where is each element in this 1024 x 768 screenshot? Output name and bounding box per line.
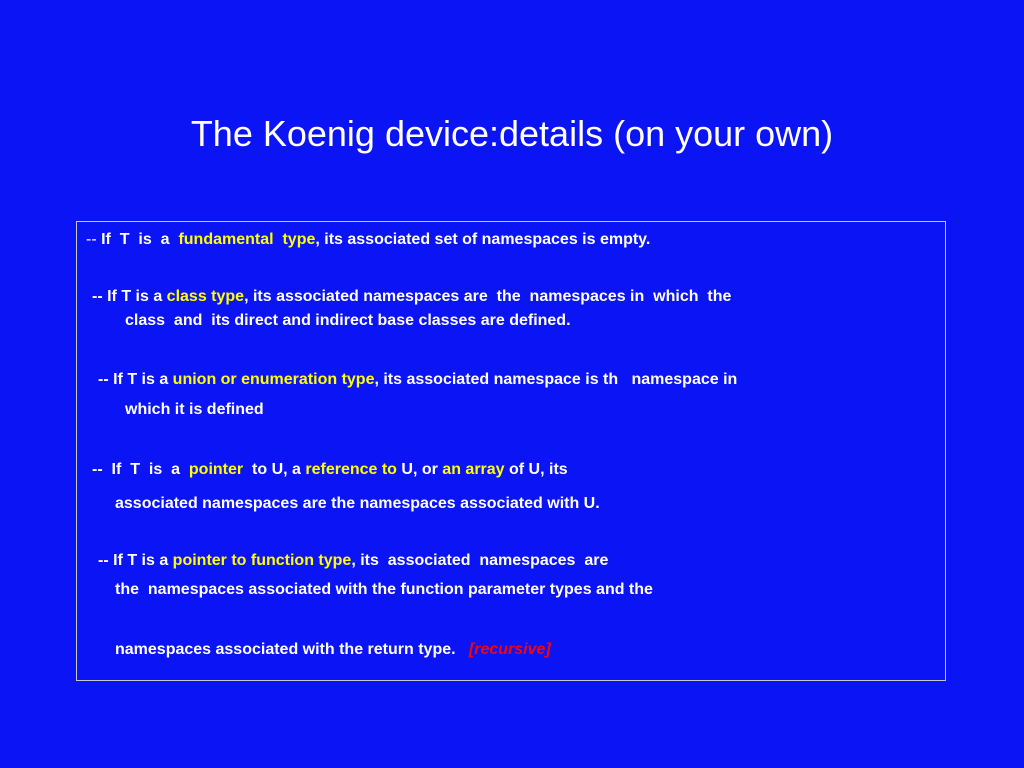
rule-pointer-to-function <box>98 551 608 571</box>
rule-class-type-continued: class and its direct and indirect base classes are defined. <box>125 312 571 329</box>
rule-text: , its associated namespaces are the namespaces in which the <box>244 288 732 305</box>
highlight-term: fundamental <box>178 231 274 248</box>
spacer <box>456 641 469 658</box>
highlight-term: reference to <box>305 461 397 478</box>
rule-text: -- If T is a <box>98 371 173 388</box>
rule-text: of U, its <box>504 461 568 478</box>
highlight-term: pointer <box>188 461 244 478</box>
rule-text: , its associated namespaces are <box>351 552 609 569</box>
rule-text: -- If T is a <box>92 288 167 305</box>
highlight-term: an array <box>442 461 505 478</box>
slide-title: The Koenig device:details (on your own) <box>190 113 834 154</box>
highlight-term: union or enumeration type <box>172 371 375 388</box>
rule-text: -- If T is a <box>92 461 189 478</box>
rule-union-enum-type <box>98 370 737 390</box>
rule-fundamental-type <box>86 230 650 250</box>
rule-pointer-reference-array <box>92 460 568 480</box>
highlight-term: class type <box>166 288 245 305</box>
rule-return-type <box>115 640 551 660</box>
rule-class-type <box>92 287 731 307</box>
rule-pointer-continued: associated namespaces are the namespaces associated with U. <box>115 495 600 512</box>
rule-union-enum-continued: which it is defined <box>125 401 264 418</box>
rule-text: , its associated set of namespaces is empty. <box>315 231 651 248</box>
rule-text: U, or <box>396 461 443 478</box>
rule-text: If T is a <box>96 231 179 248</box>
rule-text: -- If T is a <box>98 552 173 569</box>
rule-dash: -- <box>86 231 97 248</box>
rule-text: namespaces associated with the return type. <box>115 641 456 658</box>
highlight-term: type <box>282 231 316 248</box>
recursive-tag: [recursive] <box>468 641 551 658</box>
rule-pointer-to-function-continued: the namespaces associated with the function parameter types and the <box>115 581 653 598</box>
rule-text: to U, a <box>243 461 306 478</box>
rule-text: , its associated namespace is th namespace in <box>374 371 738 388</box>
highlight-term: pointer to function type <box>172 552 352 569</box>
